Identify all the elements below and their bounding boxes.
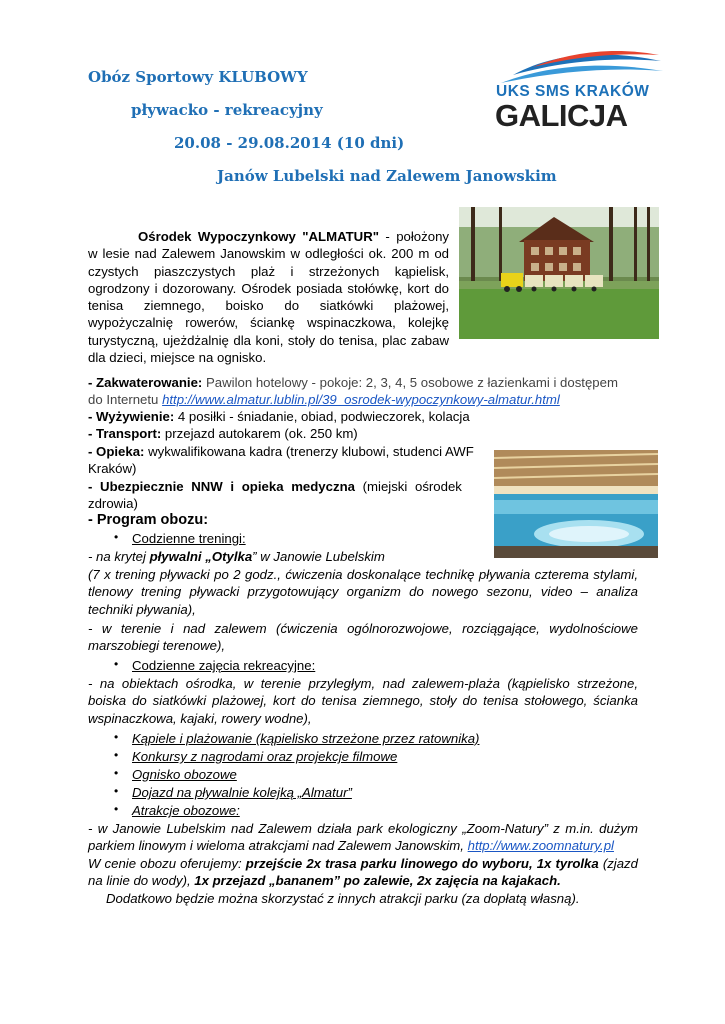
- resort-name: Ośrodek Wypoczynkowy "ALMATUR": [138, 229, 379, 244]
- accommodation-label: - Zakwaterowanie:: [88, 375, 203, 390]
- bullet-icon: •: [114, 530, 119, 544]
- transport-label: - Transport:: [88, 426, 162, 441]
- terrain-description: - w terenie i nad zalewem (ćwiczenia ogólnorozwojowe, rozciągające, wydolnościowe marszobiegi terenowe),: [88, 621, 638, 654]
- resort-description: - położony w lesie nad Zalewem Janowskim w odległości ok. 200 m od czystych piaszczystych plaż i strzeżonych kąpielisk, ogrodzony i dozorowany. Ośrodek posiada stołówkę, kort do tenisa ziemnego, boisko do siatkówki plażowej, wypożyczalnię rowerów, ściankę wspinaczkowa, kolejkę turystyczną, ujeżdżalnię dla koni, stoły do tenisa, plac zabaw dla dzieci, miejsce na ognisko.: [88, 229, 449, 366]
- insurance-line-2: zdrowia): [88, 496, 138, 511]
- bullet-icon: •: [114, 766, 119, 780]
- care-line-2: Kraków): [88, 461, 137, 476]
- park-paragraph: [88, 820, 638, 855]
- pool-post: ” w Janowie Lubelskim: [252, 549, 385, 564]
- extra-line: Dodatkowo będzie można skorzystać z innych atrakcji parku (za dopłatą własną).: [106, 891, 580, 906]
- title-dates: 20.08 - 29.08.2014 (10 dni): [174, 134, 405, 152]
- offer-highlight-2: 1x przejazd „bananem” po zalewie, 2x zajęcia na kajakach.: [194, 873, 561, 889]
- resort-photo: [459, 207, 659, 339]
- care-text: wykwalifikowana kadra (trenerzy klubowi, studenci AWF: [144, 444, 474, 459]
- accommodation-text-2: do Internetu: [88, 392, 163, 407]
- park-text: - w Janowie Lubelskim nad Zalewem działa park ekologiczny „Zoom-Natury” z m.in. dużym parkiem linowym i wieloma atrakcjami nad Zalewem Janowskim,: [88, 821, 638, 854]
- pool-name: pływalni „Otylka: [149, 549, 253, 564]
- meals-text: 4 posiłki - śniadanie, obiad, podwieczorek, kolacja: [174, 409, 470, 424]
- accommodation-link-line: [88, 391, 560, 408]
- bullet-icon: •: [114, 784, 119, 798]
- title-camp: Obóz Sportowy KLUBOWY: [88, 68, 308, 86]
- list-item-train: Dojazd na pływalnie kolejką „Almatur”: [132, 785, 352, 800]
- program-heading: - Program obozu:: [88, 512, 209, 528]
- logo-text-galicja: GALICJA: [495, 98, 628, 133]
- pool-pre: - na krytej: [88, 549, 150, 564]
- trainings-heading: Codzienne treningi:: [132, 531, 246, 546]
- meals-line: [88, 408, 470, 425]
- wave-logo-icon: [493, 45, 665, 85]
- intro-paragraph: [88, 228, 449, 366]
- meals-label: - Wyżywienie:: [88, 409, 175, 424]
- insurance-text: (miejski ośrodek: [354, 479, 462, 494]
- recreation-description: - na obiektach ośrodka, w terenie przyległym, nad zalewem-plaża (kąpielisko strzeżone, boiska do siatkówki plażowej, kort do tenisa ziemnego, stoły do tenisa stołowego, ścianka wspinaczkowa, kajaki, rowery wodne),: [88, 676, 638, 726]
- bullet-icon: •: [114, 748, 119, 762]
- almatur-link[interactable]: http://www.almatur.lublin.pl/39_osrodek-wypoczynkowy-almatur.html: [162, 392, 560, 407]
- list-item-attractions: Atrakcje obozowe:: [132, 803, 240, 818]
- title-type: pływacko - rekreacyjny: [131, 101, 323, 119]
- transport-text: przejazd autokarem (ok. 250 km): [161, 426, 358, 441]
- offer-mid: (zjazd na linie do wody),: [88, 856, 638, 889]
- care-line: [88, 443, 474, 460]
- list-item-bathing: Kąpiele i plażowanie (kąpielisko strzeżone przez ratownika): [132, 731, 480, 746]
- title-location: Janów Lubelski nad Zalewem Janowskim: [217, 167, 557, 185]
- pool-photo: [494, 450, 658, 558]
- insurance-label: - Ubezpiecznie NNW i opieka medyczna: [88, 479, 355, 494]
- bullet-icon: •: [114, 657, 119, 671]
- offer-pre: W cenie obozu oferujemy:: [88, 856, 246, 871]
- logo-text-club: UKS SMS KRAKÓW: [496, 83, 650, 100]
- offer-highlight: przejście 2x trasa parku linowego do wyboru, 1x tyrolka: [245, 856, 599, 871]
- recreation-heading: Codzienne zajęcia rekreacyjne:: [132, 658, 316, 673]
- accommodation-line: [88, 374, 618, 391]
- insurance-line: [88, 478, 462, 495]
- offer-paragraph: [88, 855, 638, 890]
- list-item-contests: Konkursy z nagrodami oraz projekcje filmowe: [132, 749, 398, 764]
- bullet-icon: •: [114, 730, 119, 744]
- bullet-icon: •: [114, 802, 119, 816]
- transport-line: [88, 425, 358, 442]
- care-label: - Opieka:: [88, 444, 145, 459]
- accommodation-text: Pawilon hotelowy - pokoje: 2, 3, 4, 5 osobowe z łazienkami i dostępem: [202, 375, 618, 390]
- pool-description: (7 x trening pływacki po 2 godz., ćwiczenia doskonalące technikę pływania czterema stylami, tlenowy trening pływacki przygotowujący organizm do nowego sezonu, video – analiza techniki pływania),: [88, 567, 638, 617]
- list-item-bonfire: Ognisko obozowe: [132, 767, 237, 782]
- zoomnatury-link[interactable]: http://www.zoomnatury.pl: [467, 838, 614, 854]
- club-logo: [493, 45, 665, 135]
- pool-line: [88, 548, 385, 565]
